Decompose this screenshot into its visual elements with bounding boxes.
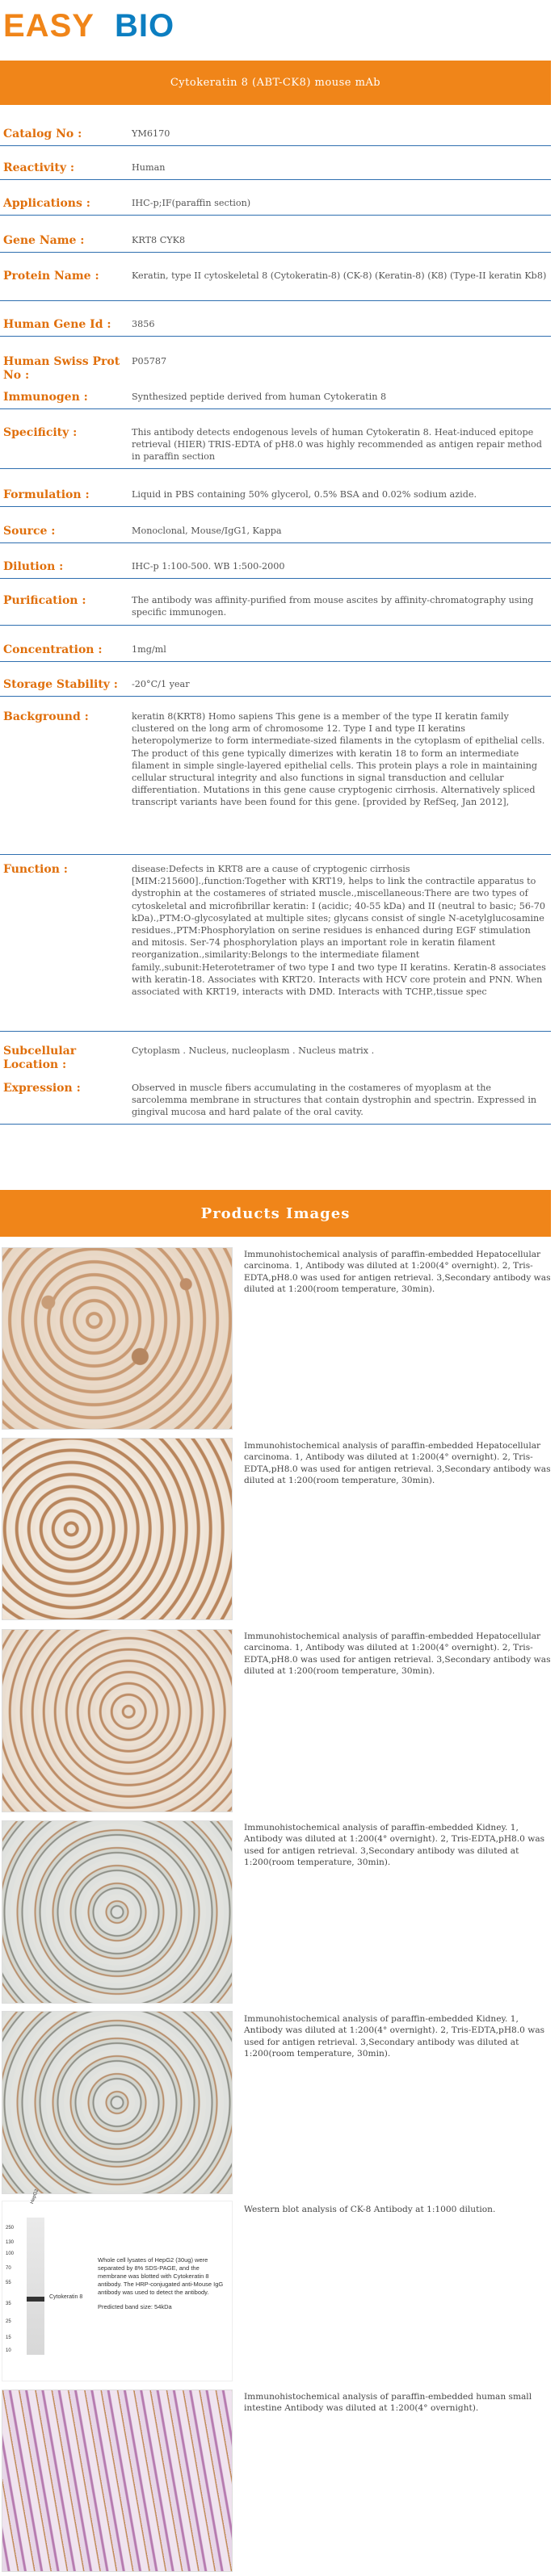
value-human-gene-id: 3856 [132,319,155,329]
label-applications: Applications : [3,197,90,210]
row-applications [0,197,551,216]
wb-lane [27,2218,44,2355]
ihc-image-hcc-3 [2,1629,233,1812]
label-specificity: Specificity : [3,426,78,439]
ihc-caption-4: Immunohistochemical analysis of paraffin-embedded Kidney. 1, Antibody was diluted at 1:200(4° overnight). 2, Tris-EDTA,pH8.0 was used for antigen retrieval. 3,Secondary antibody was diluted at 1:200(room temperature, 30min). [244,1823,545,1867]
label-protein-name: Protein Name : [3,270,99,283]
western-blot-image [2,2189,233,2381]
label-storage: Storage Stability : [3,678,118,691]
row-dilution [0,560,551,579]
value-immunogen: Synthesized peptide derived from human Cytokeratin 8 [132,392,387,402]
value-concentration: 1mg/ml [132,644,166,655]
row-human-gene-id [0,318,551,337]
wb-marker: 15 [6,2335,11,2340]
wb-band [27,2297,44,2302]
row-subcellular [0,1045,551,1071]
value-reactivity: Human [132,162,166,173]
value-storage: -20°C/1 year [132,679,190,689]
label-formulation: Formulation : [3,488,90,501]
wb-marker: 10 [6,2348,11,2353]
wb-marker: 70 [6,2266,11,2271]
row-reactivity [0,161,551,180]
product-title: Cytokeratin 8 (ABT-CK8) mouse mAb [170,77,381,89]
row-formulation [0,488,551,507]
wb-lane-label: HepG2 [30,2189,40,2205]
ihc-caption-5: Immunohistochemical analysis of paraffin-embedded Kidney. 1, Antibody was diluted at 1:200(4° overnight). 2, Tris-EDTA,pH8.0 was used for antigen retrieval. 3,Secondary antibody was diluted at 1:200(room temperature, 30min). [244,2014,545,2059]
label-function: Function : [3,863,68,876]
value-function: disease:Defects in KRT8 are a cause of cryptogenic cirrhosis [MIM:215600].,function:Together with KRT19, helps to link the contractile apparatus to dystrophin at the costameres of striated muscle.,miscellaneous:There are two types of cytoskeletal and microfibrillar keratin: I (acidic; 40-55 kDa) and II (neutral to basic; 56-70 kDa).,PTM:O-glycosylated at multiple sites; glycans consist of single N-acetylglucosamine residues.,PTM:Phosphorylation on serine residues is enhanced during EGF stimulation and mitosis. Ser-74 phosphorylation plays an important role in keratin filament reorganization.,similarity:Belongs to the intermediate filament family.,subunit:Heterotetramer of two type I and two type II keratins. Keratin-8 associates with keratin-18. Associates with KRT20. Interacts with HCV core protein and PNN. When associated with KRT19, interacts with DMD. Interacts with TCHP.,tissue spec [132,864,546,998]
ihc-caption-3: Immunohistochemical analysis of paraffin-embedded Hepatocellular carcinoma. 1, Antibody was diluted at 1:200(4° overnight). 2, Tris-EDTA,pH8.0 was used for antigen retrieval. 3,Secondary antibody was diluted at 1:200(room temperature, 30min). [244,1631,551,1676]
row-swiss-prot [0,355,551,382]
row-purification [0,594,551,626]
value-subcellular: Cytoplasm . Nucleus, nucleoplasm . Nucleus matrix . [132,1045,375,1056]
row-catalog [0,128,551,146]
ihc-caption-1: Immunohistochemical analysis of paraffin-embedded Hepatocellular carcinoma. 1, Antibody was diluted at 1:200(4° overnight). 2, Tris-EDTA,pH8.0 was used for antigen retrieval. 3,Secondary antibody was diluted at 1:200(room temperature, 30min). [244,1250,551,1294]
row-protein-name [0,270,551,301]
ihc-image-small-intestine [2,2390,233,2572]
logo-easy: EASY [3,8,95,44]
products-images-title: Products Images [200,1204,351,1222]
label-dilution: Dilution : [3,560,64,573]
ihc-image-kidney-1 [2,1820,233,2004]
value-swiss-prot: P05787 [132,356,167,367]
ihc-image-kidney-2 [2,2011,233,2194]
row-expression [0,1082,551,1125]
wb-description-text: Whole cell lysates of HepG2 (30ug) were separated by 8% SDS-PAGE, and the membrane was blotted with Cytokeratin 8 antibody. The HRP-conjugated anti-Mouse IgG antibody was used to detect the antibody. [98,2256,224,2296]
value-source: Monoclonal, Mouse/IgG1, Kappa [132,526,282,536]
value-formulation: Liquid in PBS containing 50% glycerol, 0.5% BSA and 0.02% sodium azide. [132,489,477,500]
row-immunogen [0,391,551,409]
row-storage [0,678,551,697]
label-reactivity: Reactivity : [3,161,75,174]
label-swiss-prot: Human Swiss Prot No : [3,355,120,382]
wb-description [98,2256,227,2311]
value-purification: The antibody was affinity-purified from mouse ascites by affinity-chromatography using specific immunogen. [132,595,534,618]
row-function [0,863,551,1032]
value-gene-name: KRT8 CYK8 [132,235,186,245]
ihc-caption-7: Immunohistochemical analysis of paraffin-embedded human small intestine Antibody was diluted at 1:200(4° overnight). [244,2392,532,2414]
row-source [0,525,551,543]
label-purification: Purification : [3,594,86,607]
label-background: Background : [3,710,89,723]
wb-marker: 100 [6,2251,15,2256]
wb-marker: 55 [6,2281,11,2285]
value-applications: IHC-p;IF(paraffin section) [132,198,251,208]
wb-marker: 250 [6,2226,15,2230]
label-immunogen: Immunogen : [3,391,88,404]
ihc-caption-2: Immunohistochemical analysis of paraffin-embedded Hepatocellular carcinoma. 1, Antibody was diluted at 1:200(4° overnight). 2, Tris-EDTA,pH8.0 was used for antigen retrieval. 3,Secondary antibody was diluted at 1:200(room temperature, 30min). [244,1441,551,1485]
wb-marker: 25 [6,2319,11,2324]
row-gene-name [0,234,551,253]
row-specificity [0,426,551,469]
value-background: keratin 8(KRT8) Homo sapiens This gene is a member of the type II keratin family clustered on the long arm of chromosome 12. Type I and type II keratins heteropolymerize to form intermediate-sized filaments in the cytoplasm of epithelial cells. The product of this gene typically dimerizes with keratin 18 to form an intermediate filament in simple single-layered epithelial cells. This protein plays a role in maintaining cellular structural integrity and also functions in signal transduction and cellular differentiation. Mutations in this gene cause cryptogenic cirrhosis. Alternatively spliced transcript variants have been found for this gene. [provided by RefSeq, Jan 2012], [132,711,545,808]
label-source: Source : [3,525,56,538]
wb-predicted-size: Predicted band size: 54kDa [98,2303,172,2310]
label-concentration: Concentration : [3,643,103,656]
value-protein-name: Keratin, type II cytoskeletal 8 (Cytokeratin-8) (CK-8) (Keratin-8) (K8) (Type-II keratin Kb8) [132,270,547,281]
product-title-bar [0,61,551,105]
ihc-image-hcc-1 [2,1247,233,1430]
wb-marker: 130 [6,2240,15,2245]
value-expression: Observed in muscle fibers accumulating in the costameres of myoplasm at the sarcolemma membrane in structures that contain dystrophin and spectrin. Expressed in gingival mucosa and hard palate of the oral cavity. [132,1083,537,1118]
wb-caption: Western blot analysis of CK-8 Antibody at 1:1000 dilution. [244,2205,496,2214]
label-catalog: Catalog No : [3,128,82,140]
value-specificity: This antibody detects endogenous levels of human Cytokeratin 8. Heat-induced epitope retrieval (HIER) TRIS-EDTA of pH8.0 was highly recommended as antigen repair method in paraffin section [132,427,542,463]
wb-marker: 35 [6,2302,11,2306]
row-background [0,710,551,855]
products-images-bar [0,1190,551,1237]
value-catalog: YM6170 [132,128,170,139]
brand-logo [0,6,194,52]
label-expression: Expression : [3,1082,81,1095]
logo-bio: BIO [115,8,175,44]
value-dilution: IHC-p 1:100-500. WB 1:500-2000 [132,561,285,572]
ihc-image-hcc-2 [2,1438,233,1620]
row-concentration [0,643,551,662]
wb-band-label: Cytokeratin 8 [49,2294,83,2300]
label-gene-name: Gene Name : [3,234,85,247]
label-subcellular: Subcellular Location : [3,1045,77,1071]
label-human-gene-id: Human Gene Id : [3,318,111,331]
